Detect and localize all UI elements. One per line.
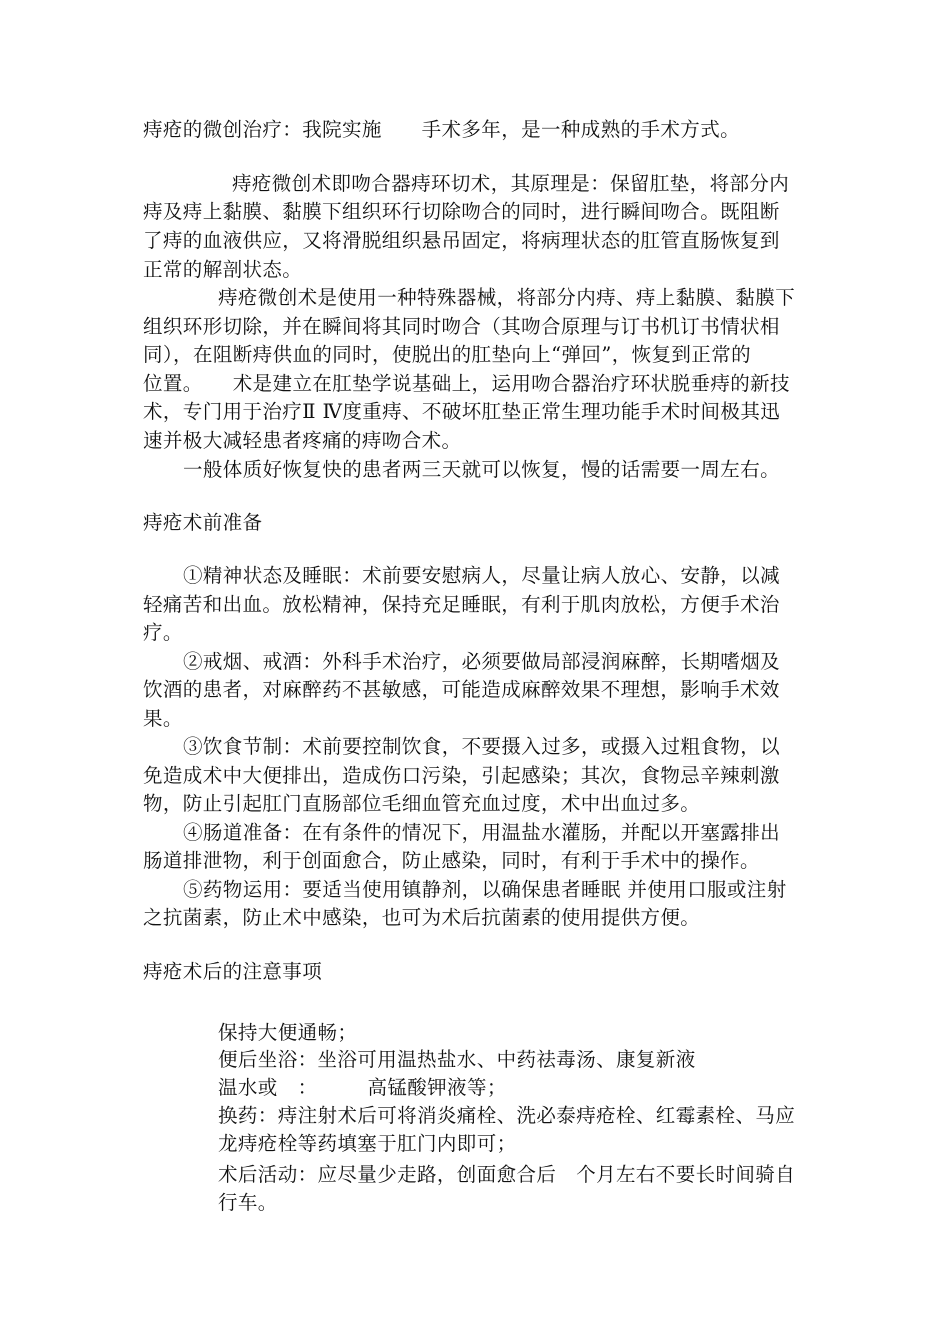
preop-item-2-line-2: 饮酒的患者，对麻醉药不甚敏感，可能造成麻醉效果不理想，影响手术效 (143, 678, 780, 701)
preop-item-3-line-3: 物，防止引起肛门直肠部位毛细血管充血过度，术中出血过多。 (143, 792, 701, 815)
preop-item-2-line-3: 果。 (143, 707, 183, 730)
description-line-5: 术，专门用于治疗Ⅱ Ⅳ度重痔、不破坏肛垫正常生理功能手术时间极其迅 (143, 400, 781, 423)
postop-line-7: 行车。 (218, 1191, 278, 1214)
preop-item-1-line-2: 轻痛苦和出血。放松精神，保持充足睡眠，有利于肌肉放松，方便手术治 (143, 593, 780, 616)
intro-line: 痔疮的微创治疗：我院实施 手术多年，是一种成熟的手术方式。 (143, 118, 741, 141)
preop-item-5-line-2: 之抗菌素，防止术中感染，也可为术后抗菌素的使用提供方便。 (143, 906, 701, 929)
preop-item-5-line-1: ⑤药物运用：要适当使用镇静剂，以确保患者睡眠 并使用口服或注射 (183, 878, 787, 901)
recovery-line: 一般体质好恢复快的患者两三天就可以恢复，慢的话需要一周左右。 (183, 458, 781, 481)
principle-line-1: 痔疮微创术即吻合器痔环切术，其原理是：保留肛垫，将部分内 (232, 172, 790, 195)
description-line-1: 痔疮微创术是使用一种特殊器械，将部分内痔、痔上黏膜、黏膜下 (218, 286, 796, 309)
preop-item-3-line-1: ③饮食节制：术前要控制饮食，不要摄入过多，或摄入过粗食物，以 (183, 735, 781, 758)
postop-line-2: 便后坐浴：坐浴可用温热盐水、中药祛毒汤、康复新液 (218, 1048, 696, 1071)
postop-line-4: 换药：痔注射术后可将消炎痛栓、洗必泰痔疮栓、红霉素栓、马应 (218, 1104, 796, 1127)
preop-item-4-line-2: 肠道排泄物，利于创面愈合，防止感染，同时，有利于手术中的操作。 (143, 849, 760, 872)
postop-heading: 痔疮术后的注意事项 (143, 960, 323, 983)
preop-heading: 痔疮术前准备 (143, 511, 263, 534)
postop-line-1: 保持大便通畅； (218, 1021, 358, 1044)
principle-line-4: 正常的解剖状态。 (143, 258, 303, 281)
description-line-2: 组织环形切除，并在瞬间将其同时吻合（其吻合原理与订书机订书情状相 (143, 315, 780, 338)
preop-item-4-line-1: ④肠道准备：在有条件的情况下，用温盐水灌肠，并配以开塞露排出 (183, 821, 781, 844)
preop-item-3-line-2: 免造成术中大便排出，造成伤口污染，引起感染；其次，食物忌辛辣刺激 (143, 764, 780, 787)
postop-line-3: 温水或 ： 高锰酸钾液等； (218, 1076, 507, 1099)
preop-item-1-line-3: 疗。 (143, 621, 183, 644)
principle-line-2: 痔及痔上黏膜、黏膜下组织环行切除吻合的同时，进行瞬间吻合。既阻断 (143, 200, 780, 223)
postop-line-5: 龙痔疮栓等药填塞于肛门内即可； (218, 1132, 517, 1155)
description-line-4: 位置。 术是建立在肛垫学说基础上，运用吻合器治疗环状脱垂痔的新技 (143, 372, 790, 395)
preop-item-1-line-1: ①精神状态及睡眠：术前要安慰病人，尽量让病人放心、安静，以减 (183, 564, 781, 587)
postop-line-6: 术后活动：应尽量少走路，创面愈合后 个月左右不要长时间骑自 (218, 1163, 796, 1186)
preop-item-2-line-1: ②戒烟、戒酒：外科手术治疗，必须要做局部浸润麻醉，长期嗜烟及 (183, 650, 781, 673)
principle-line-3: 了痔的血液供应，又将滑脱组织悬吊固定，将病理状态的肛管直肠恢复到 (143, 229, 780, 252)
description-line-6: 速并极大减轻患者疼痛的痔吻合术。 (143, 429, 462, 452)
description-line-3: 同），在阻断痔供血的同时，使脱出的肛垫向上“弹回”，恢复到正常的 (143, 343, 751, 366)
